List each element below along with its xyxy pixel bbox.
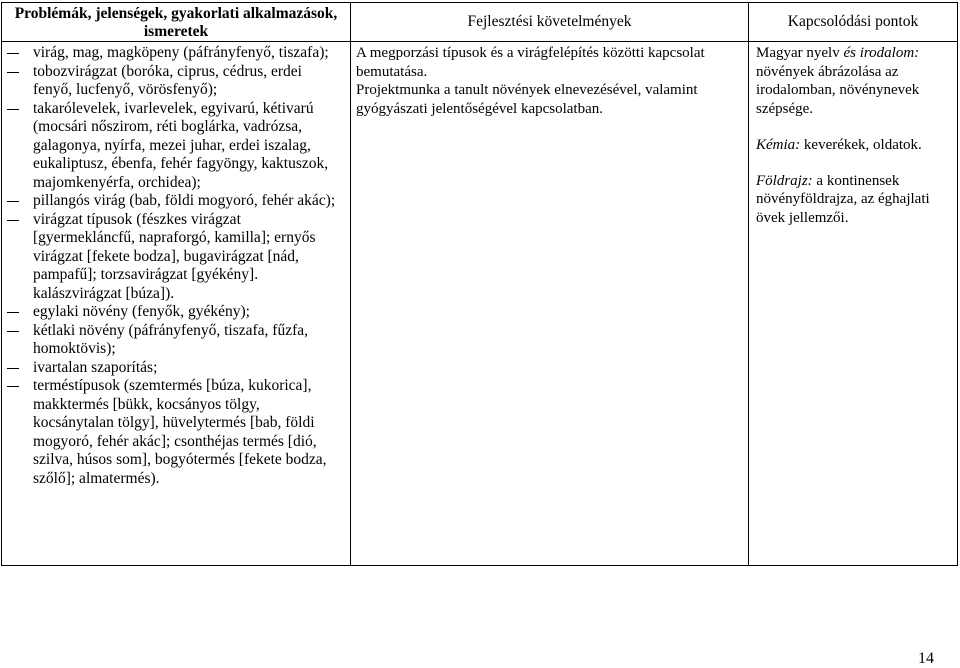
list-item: egylaki növény (fenyők, gyékény); (2, 303, 350, 322)
header-problems: Problémák, jelenségek, gyakorlati alkalmazások, ismeretek (2, 3, 351, 42)
requirement-line: Projektmunka a tanult növények elnevezésével, valamint gyógyászati jelentőségével kapcsolatban. (356, 82, 698, 117)
curriculum-table (1, 2, 958, 566)
dash-bullet-icon (7, 109, 19, 110)
header-requirements: Fejlesztési követelmények (351, 3, 749, 42)
connections-cell (749, 42, 958, 566)
dash-bullet-icon (7, 386, 19, 387)
page-number: 14 (918, 650, 934, 667)
list-item: pillangós virág (bab, földi mogyoró, fehér akác); (2, 192, 350, 211)
dash-bullet-icon (7, 201, 19, 202)
list-item: ivartalan szaporítás; (2, 359, 350, 378)
dash-bullet-icon (7, 72, 19, 73)
header-connections: Kapcsolódási pontok (749, 3, 958, 42)
content-row (2, 42, 958, 566)
dash-bullet-icon (7, 53, 19, 54)
header-row (2, 3, 958, 42)
list-item: terméstípusok (szemtermés [búza, kukorica], makktermés [bükk, kocsányos tölgy, kocsánytalan tölgy], hüvelytermés [bab, földi mogyoró, fehér akác]; csonthéjas termés [dió, szilva, húsos som], bogyótermés [fekete bodza, szőlő]; almatermés). (2, 377, 350, 488)
list-item: kétlaki növény (páfrányfenyő, tiszafa, fűzfa, homoktövis); (2, 322, 350, 359)
list-item: takarólevelek, ivarlevelek, egyivarú, kétivarú (mocsári nőszirom, réti boglárka, vadrózsa, galagonya, nyírfa, mezei juhar, erdei iszalag, eukaliptusz, ébenfa, fehér fagyöngy, kaktuszok, majomkenyérfa, orchidea); (2, 100, 350, 193)
problems-list (2, 42, 350, 488)
connection-geography: Földrajz: a kontinensek növényföldrajza, az éghajlati övek jellemzői. (756, 172, 930, 226)
requirements-cell (351, 42, 749, 566)
connection-literature: Magyar nyelv és irodalom: növények ábrázolása az irodalomban, növénynevek szépsége. (756, 45, 920, 117)
dash-bullet-icon (7, 312, 19, 313)
problems-cell (2, 42, 351, 566)
list-item: virágzat típusok (fészkes virágzat [gyermekláncfű, napraforgó, kamilla]; ernyős virágzat [fekete bodza], bugavirágzat [nád, pampafű]; torzsavirágzat [gyékény]. kalászvirágzat [búza]). (2, 211, 350, 304)
list-item: virág, mag, magköpeny (páfrányfenyő, tiszafa); (2, 44, 350, 63)
dash-bullet-icon (7, 331, 19, 332)
connection-chemistry: Kémia: keverékek, oldatok. (756, 137, 922, 153)
dash-bullet-icon (7, 368, 19, 369)
dash-bullet-icon (7, 220, 19, 221)
list-item: tobozvirágzat (boróka, ciprus, cédrus, erdei fenyő, lucfenyő, vörösfenyő); (2, 63, 350, 100)
requirement-line: A megporzási típusok és a virágfelépítés közötti kapcsolat bemutatása. (356, 45, 705, 80)
